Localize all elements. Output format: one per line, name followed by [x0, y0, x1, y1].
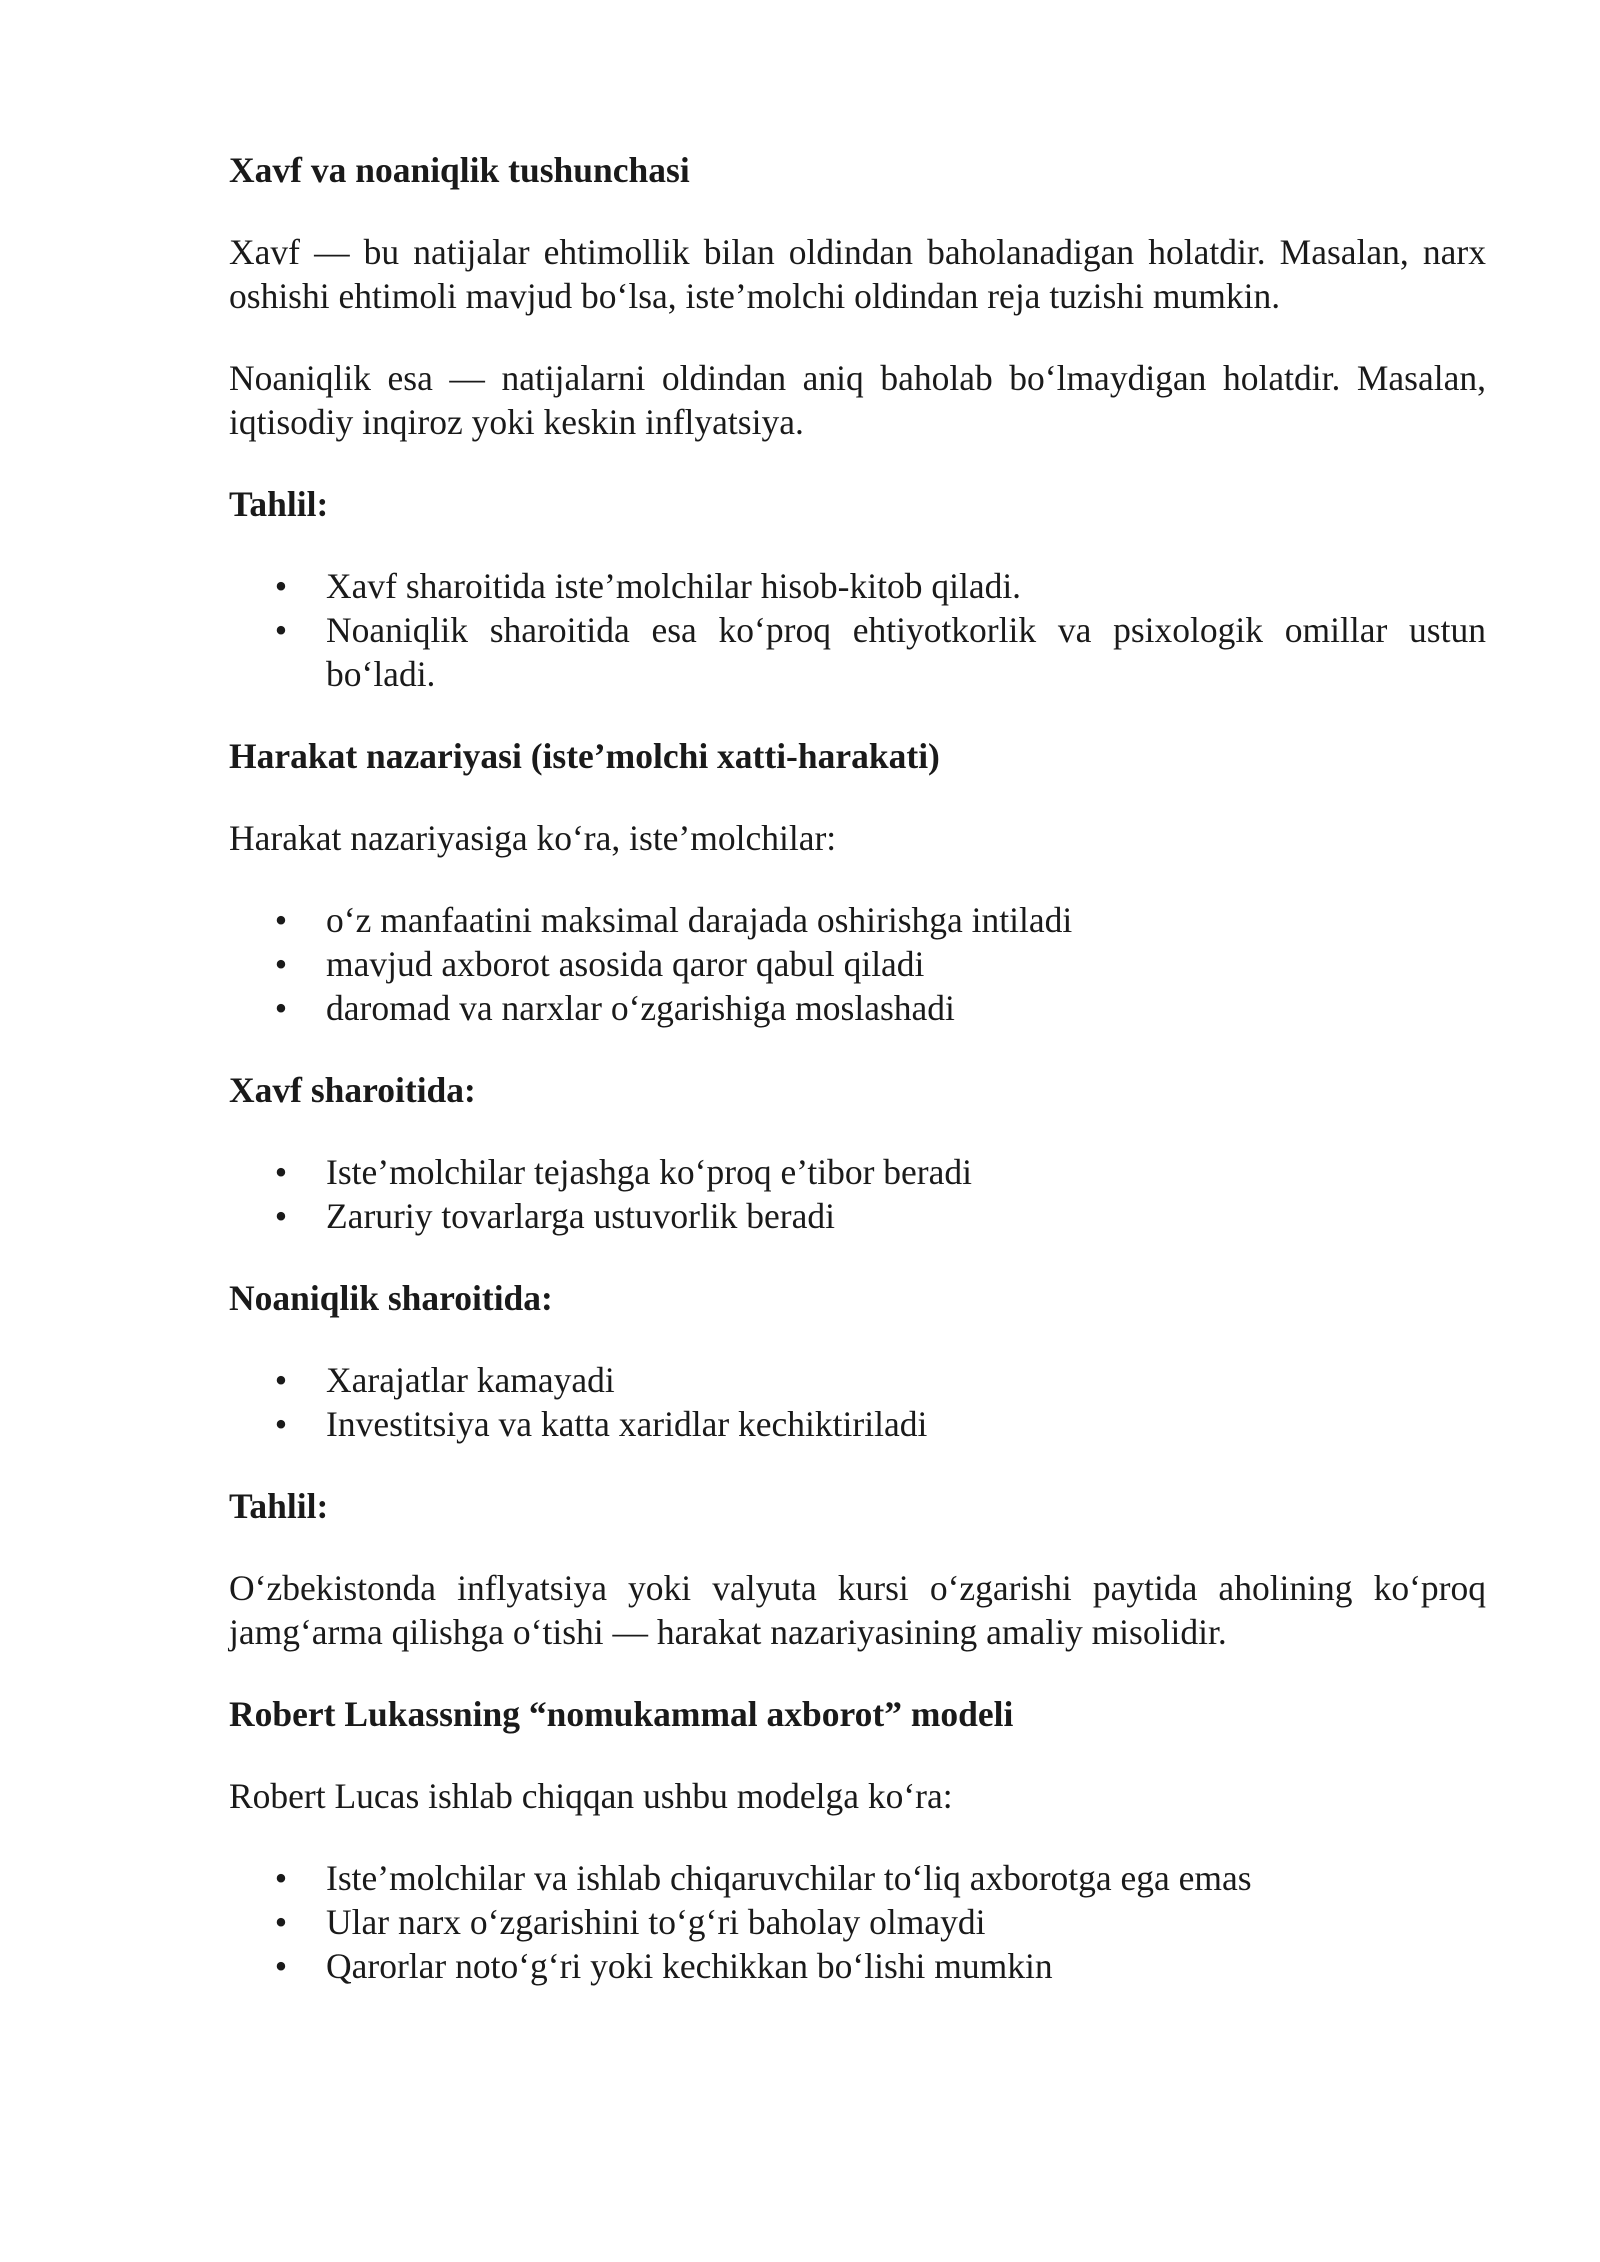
bullet-icon: •: [274, 1360, 288, 1400]
bullet-icon: •: [274, 900, 288, 940]
list-item-text: Noaniqlik sharoitida esa ko‘proq ehtiyotkorlik va psixologik omillar ustun bo‘ladi.: [326, 610, 1486, 694]
list-item: [274, 1856, 1486, 1900]
list-item: [274, 1194, 1486, 1238]
list-item-text: Xarajatlar kamayadi: [326, 1360, 615, 1400]
list-item-text: mavjud axborot asosida qaror qabul qiladi: [326, 944, 925, 984]
bullet-list: [229, 564, 1486, 696]
list-item-text: o‘z manfaatini maksimal darajada oshirishga intiladi: [326, 900, 1073, 940]
bullet-icon: •: [274, 1404, 288, 1444]
section-heading: Tahlil:: [229, 484, 329, 524]
list-item-text: Iste’molchilar va ishlab chiqaruvchilar to‘liq axborotga ega emas: [326, 1858, 1252, 1898]
paragraph: O‘zbekistonda inflyatsiya yoki valyuta kursi o‘zgarishi paytida aholining ko‘proq jamg‘arma qilishga o‘tishi — harakat nazariyasining amaliy misolidir.: [229, 1568, 1486, 1652]
list-item-text: Ular narx o‘zgarishini to‘g‘ri baholay olmaydi: [326, 1902, 986, 1942]
list-item: [274, 1900, 1486, 1944]
paragraph: Harakat nazariyasiga ko‘ra, iste’molchilar:: [229, 818, 837, 858]
bullet-list: [229, 1856, 1486, 1988]
bullet-icon: •: [274, 1152, 288, 1192]
paragraph: Xavf — bu natijalar ehtimollik bilan oldindan baholanadigan holatdir. Masalan, narx oshishi ehtimoli mavjud bo‘lsa, iste’molchi oldindan reja tuzishi mumkin.: [229, 232, 1486, 316]
section-heading: Xavf sharoitida:: [229, 1070, 476, 1110]
paragraph: Noaniqlik esa — natijalarni oldindan aniq baholab bo‘lmaydigan holatdir. Masalan, iqtisodiy inqiroz yoki keskin inflyatsiya.: [229, 358, 1486, 442]
section-heading: Harakat nazariyasi (iste’molchi xatti-harakati): [229, 736, 940, 776]
bullet-icon: •: [274, 566, 288, 606]
list-item-text: daromad va narxlar o‘zgarishiga moslashadi: [326, 988, 955, 1028]
bullet-icon: •: [274, 944, 288, 984]
list-item: [274, 1402, 1486, 1446]
bullet-icon: •: [274, 988, 288, 1028]
bullet-icon: •: [274, 1946, 288, 1986]
list-item: [274, 608, 1486, 696]
paragraph: Robert Lucas ishlab chiqqan ushbu modelga ko‘ra:: [229, 1776, 953, 1816]
bullet-list: [229, 898, 1486, 1030]
document-page: [229, 148, 1486, 2026]
list-item-text: Qarorlar noto‘g‘ri yoki kechikkan bo‘lishi mumkin: [326, 1946, 1053, 1986]
list-item: [274, 898, 1486, 942]
list-item-text: Xavf sharoitida iste’molchilar hisob-kitob qiladi.: [326, 566, 1022, 606]
bullet-icon: •: [274, 1902, 288, 1942]
section-heading: Robert Lukassning “nomukammal axborot” modeli: [229, 1694, 1014, 1734]
bullet-list: [229, 1358, 1486, 1446]
list-item-text: Zaruriy tovarlarga ustuvorlik beradi: [326, 1196, 835, 1236]
list-item: [274, 1944, 1486, 1988]
list-item: [274, 942, 1486, 986]
bullet-icon: •: [274, 610, 288, 650]
list-item: [274, 1150, 1486, 1194]
list-item: [274, 986, 1486, 1030]
list-item: [274, 564, 1486, 608]
section-heading: Tahlil:: [229, 1486, 329, 1526]
bullet-icon: •: [274, 1858, 288, 1898]
bullet-icon: •: [274, 1196, 288, 1236]
list-item-text: Investitsiya va katta xaridlar kechiktiriladi: [326, 1404, 928, 1444]
bullet-list: [229, 1150, 1486, 1238]
section-heading: Noaniqlik sharoitida:: [229, 1278, 553, 1318]
list-item: [274, 1358, 1486, 1402]
list-item-text: Iste’molchilar tejashga ko‘proq e’tibor beradi: [326, 1152, 973, 1192]
section-heading: Xavf va noaniqlik tushunchasi: [229, 150, 690, 190]
